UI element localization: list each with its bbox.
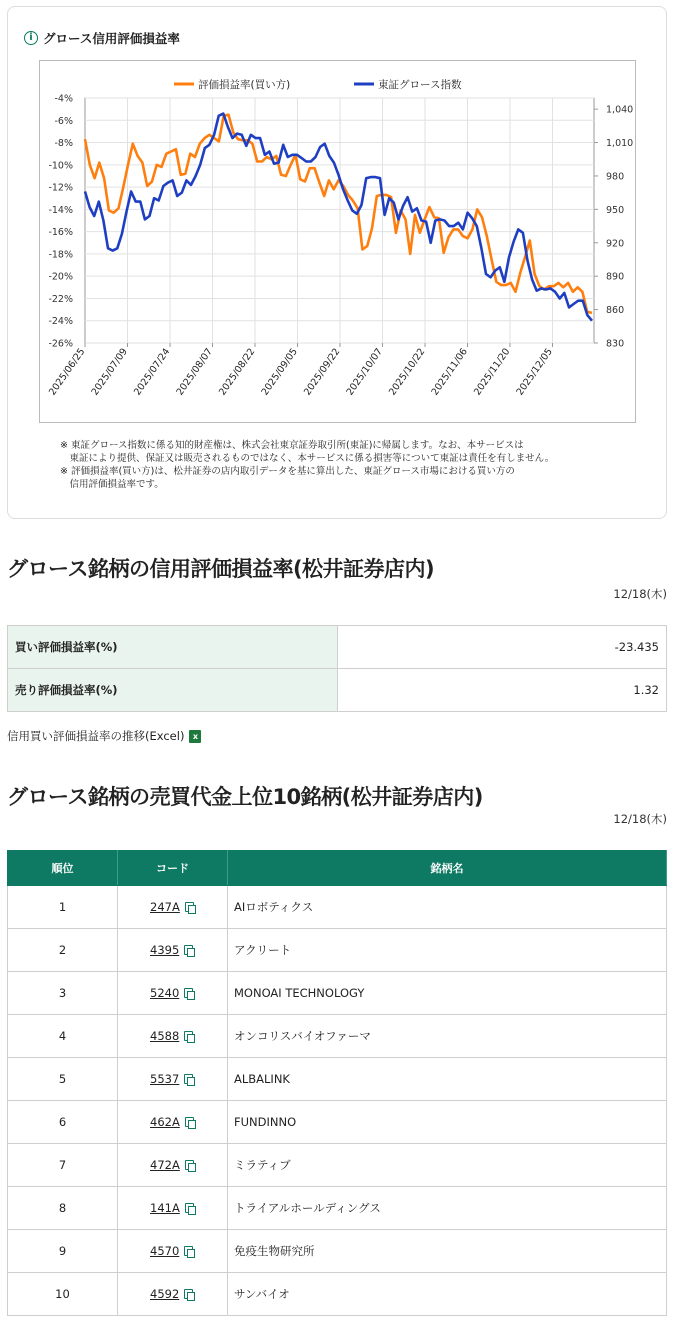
x-tick-label: 2025/12/05 bbox=[514, 346, 555, 398]
header-code: コード bbox=[118, 851, 228, 886]
code-cell bbox=[118, 1187, 228, 1230]
y-left-tick-label: -22% bbox=[48, 293, 73, 305]
table-row bbox=[8, 929, 667, 972]
y-left-tick-label: -6% bbox=[54, 115, 73, 127]
x-tick-label: 2025/10/07 bbox=[344, 346, 385, 398]
y-left-tick-label: -10% bbox=[48, 160, 73, 172]
stock-name-cell: AIロボティクス bbox=[228, 886, 667, 929]
table-row bbox=[8, 1015, 667, 1058]
code-cell bbox=[118, 1058, 228, 1101]
x-tick-label: 2025/08/07 bbox=[174, 346, 215, 398]
note-line: ※ 評価損益率(買い方)は、松井証券の店内取引データを基に算出した、東証グロース市場における買い方の bbox=[60, 466, 515, 477]
code-cell bbox=[118, 972, 228, 1015]
top10-date: 12/18(木) bbox=[613, 812, 667, 826]
rank-cell: 5 bbox=[8, 1058, 118, 1101]
y-left-tick-label: -16% bbox=[48, 227, 73, 239]
y-right-tick-label: 1,010 bbox=[606, 138, 634, 150]
chart-card-title bbox=[24, 29, 180, 47]
code-cell bbox=[118, 1101, 228, 1144]
y-right-tick-label: 1,040 bbox=[606, 104, 634, 116]
stock-code-link[interactable]: 5537 bbox=[150, 1072, 180, 1086]
copy-icon[interactable] bbox=[184, 1289, 193, 1299]
stock-name-cell: トライアルホールディングス bbox=[228, 1187, 667, 1230]
stock-name-cell: サンバイオ bbox=[228, 1273, 667, 1316]
copy-icon[interactable] bbox=[185, 1117, 194, 1127]
copy-icon[interactable] bbox=[184, 945, 193, 955]
x-tick-label: 2025/08/22 bbox=[217, 346, 258, 398]
table-row bbox=[8, 1273, 667, 1316]
margin-section-title: グロース銘柄の信用評価損益率(松井証券店内) bbox=[7, 557, 435, 581]
rank-cell: 6 bbox=[8, 1101, 118, 1144]
excel-link-text[interactable]: 信用買い評価損益率の推移(Excel) bbox=[7, 729, 185, 743]
table-row bbox=[8, 669, 667, 712]
note-line: 信用評価損益率です。 bbox=[60, 479, 164, 490]
code-cell bbox=[118, 1230, 228, 1273]
x-tick-label: 2025/07/09 bbox=[89, 346, 130, 398]
stock-code-link[interactable]: 141A bbox=[150, 1201, 180, 1215]
stock-name-cell: 免疫生物研究所 bbox=[228, 1230, 667, 1273]
note-line: ※ 東証グロース指数に係る知的財産権は、株式会社東京証券取引所(東証)に帰属します。なお、本サービスは bbox=[60, 440, 524, 451]
copy-icon[interactable] bbox=[184, 1246, 193, 1256]
stock-code-link[interactable]: 4592 bbox=[150, 1287, 180, 1301]
y-right-tick-label: 950 bbox=[606, 204, 625, 216]
x-tick-label: 2025/11/20 bbox=[472, 346, 513, 398]
x-tick-label: 2025/09/05 bbox=[259, 346, 300, 398]
rank-cell: 9 bbox=[8, 1230, 118, 1273]
sell-rate-label: 売り評価損益率(%) bbox=[8, 669, 338, 712]
y-left-tick-label: -18% bbox=[48, 249, 73, 261]
x-tick-label: 2025/07/24 bbox=[132, 346, 173, 398]
info-icon[interactable]: i bbox=[24, 31, 38, 45]
stock-code-link[interactable]: 4395 bbox=[150, 943, 180, 957]
table-row bbox=[8, 886, 667, 929]
rank-cell: 10 bbox=[8, 1273, 118, 1316]
y-right-tick-label: 920 bbox=[606, 238, 625, 250]
y-right-tick-label: 980 bbox=[606, 171, 625, 183]
note-line: 東証により提供、保証又は販売されるものではなく、本サービスに係る損害等について東証は責任を有しません。 bbox=[60, 453, 555, 464]
y-left-tick-label: -24% bbox=[48, 316, 73, 328]
legend-label: 東証グロース指数 bbox=[378, 79, 462, 91]
rank-cell: 2 bbox=[8, 929, 118, 972]
y-right-tick-label: 830 bbox=[606, 338, 625, 350]
table-row bbox=[8, 1058, 667, 1101]
x-tick-label: 2025/10/22 bbox=[387, 346, 428, 398]
code-cell bbox=[118, 886, 228, 929]
y-left-tick-label: -20% bbox=[48, 271, 73, 283]
chart-card bbox=[7, 6, 667, 519]
rank-cell: 7 bbox=[8, 1144, 118, 1187]
stock-name-cell: FUNDINNO bbox=[228, 1101, 667, 1144]
copy-icon[interactable] bbox=[185, 1203, 194, 1213]
chart-svg bbox=[40, 61, 637, 424]
copy-icon[interactable] bbox=[184, 988, 193, 998]
table-row bbox=[8, 1187, 667, 1230]
margin-date: 12/18(木) bbox=[613, 587, 667, 601]
copy-icon[interactable] bbox=[184, 1074, 193, 1084]
stock-code-link[interactable]: 472A bbox=[150, 1158, 180, 1172]
y-left-tick-label: -4% bbox=[54, 93, 73, 105]
code-cell bbox=[118, 1144, 228, 1187]
rank-cell: 3 bbox=[8, 972, 118, 1015]
stock-name-cell: オンコリスバイオファーマ bbox=[228, 1015, 667, 1058]
buy-rate-label: 買い評価損益率(%) bbox=[8, 626, 338, 669]
y-right-tick-label: 860 bbox=[606, 305, 625, 317]
code-cell bbox=[118, 1273, 228, 1316]
x-tick-label: 2025/06/25 bbox=[47, 346, 88, 398]
table-header-row bbox=[8, 851, 667, 886]
margin-summary-table bbox=[7, 625, 667, 712]
rank-cell: 1 bbox=[8, 886, 118, 929]
top10-table bbox=[7, 850, 667, 1316]
top10-section-title: グロース銘柄の売買代金上位10銘柄(松井証券店内) bbox=[7, 785, 483, 809]
copy-icon[interactable] bbox=[185, 1160, 194, 1170]
x-tick-label: 2025/09/22 bbox=[302, 346, 343, 398]
chart-title-text: グロース信用評価損益率 bbox=[43, 31, 180, 46]
table-row bbox=[8, 972, 667, 1015]
stock-name-cell: ALBALINK bbox=[228, 1058, 667, 1101]
y-left-tick-label: -14% bbox=[48, 204, 73, 216]
y-left-tick-label: -26% bbox=[48, 338, 73, 350]
copy-icon[interactable] bbox=[184, 1031, 193, 1041]
sell-rate-value: 1.32 bbox=[338, 669, 667, 712]
stock-code-link[interactable]: 5240 bbox=[150, 986, 180, 1000]
stock-code-link[interactable]: 462A bbox=[150, 1115, 180, 1129]
y-left-tick-label: -8% bbox=[54, 138, 73, 150]
rank-cell: 4 bbox=[8, 1015, 118, 1058]
stock-name-cell: ミラティブ bbox=[228, 1144, 667, 1187]
stock-name-cell: MONOAI TECHNOLOGY bbox=[228, 972, 667, 1015]
header-rank: 順位 bbox=[8, 851, 118, 886]
stock-name-cell: アクリート bbox=[228, 929, 667, 972]
table-row bbox=[8, 1101, 667, 1144]
excel-icon[interactable]: x bbox=[189, 730, 201, 743]
header-name: 銘柄名 bbox=[228, 851, 667, 886]
stock-code-link[interactable]: 4588 bbox=[150, 1029, 180, 1043]
stock-code-link[interactable]: 4570 bbox=[150, 1244, 180, 1258]
legend-label: 評価損益率(買い方) bbox=[198, 79, 291, 91]
margin-chart bbox=[39, 60, 636, 423]
table-row bbox=[8, 1230, 667, 1273]
y-right-tick-label: 890 bbox=[606, 271, 625, 283]
buy-rate-value: -23.435 bbox=[338, 626, 667, 669]
code-cell bbox=[118, 1015, 228, 1058]
x-tick-label: 2025/11/06 bbox=[429, 346, 470, 398]
chart-notes bbox=[60, 439, 620, 491]
code-cell bbox=[118, 929, 228, 972]
table-row bbox=[8, 626, 667, 669]
excel-download-link[interactable] bbox=[7, 728, 201, 744]
copy-icon[interactable] bbox=[185, 902, 194, 912]
y-left-tick-label: -12% bbox=[48, 182, 73, 194]
stock-code-link[interactable]: 247A bbox=[150, 900, 180, 914]
rank-cell: 8 bbox=[8, 1187, 118, 1230]
table-row bbox=[8, 1144, 667, 1187]
